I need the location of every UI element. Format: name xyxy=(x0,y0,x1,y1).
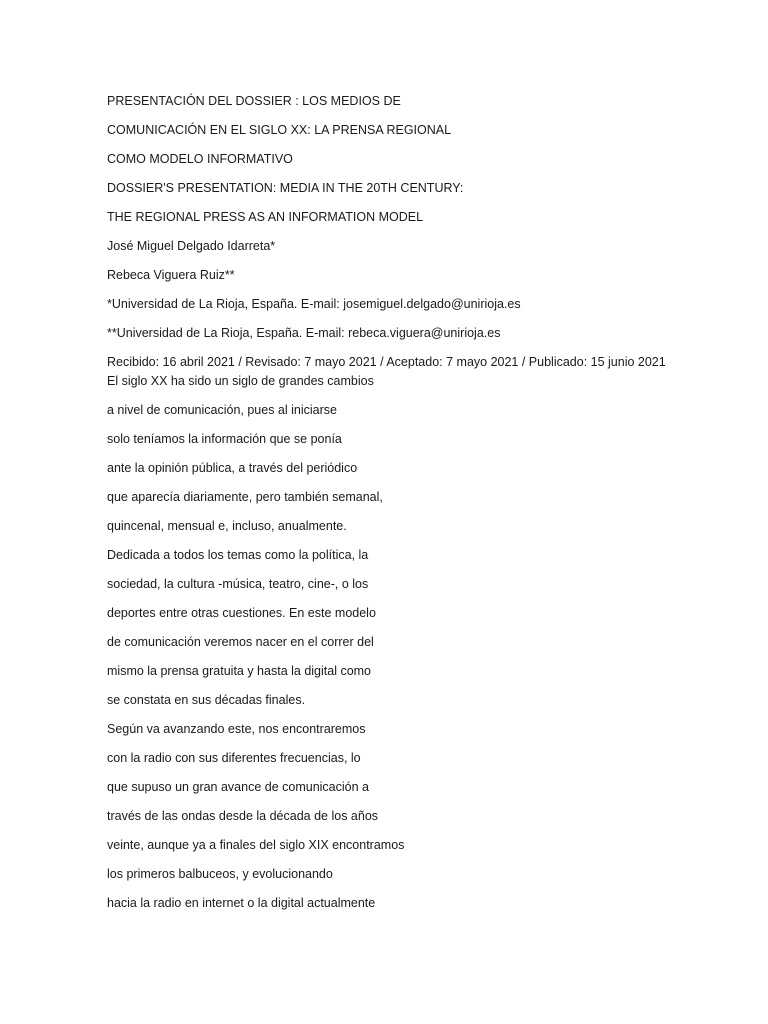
publication-dates: Recibido: 16 abril 2021 / Revisado: 7 mayo 2021 / Aceptado: 7 mayo 2021 / Publicado: 15 junio 2021 El siglo XX ha sido un siglo de grandes cambios xyxy=(107,355,666,388)
body-line-1: a nivel de comunicación, pues al iniciarse xyxy=(107,403,337,417)
title-es-line-2: COMUNICACIÓN EN EL SIGLO XX: LA PRENSA REGIONAL xyxy=(107,123,452,137)
body-line-12: Según va avanzando este, nos encontraremos xyxy=(107,722,366,736)
author-1: José Miguel Delgado Idarreta* xyxy=(107,239,276,253)
title-en-line-2: THE REGIONAL PRESS AS AN INFORMATION MODEL xyxy=(107,210,424,224)
body-line-10: mismo la prensa gratuita y hasta la digital como xyxy=(107,664,372,678)
body-line-15: través de las ondas desde la década de los años xyxy=(107,809,379,823)
body-line-8: deportes entre otras cuestiones. En este modelo xyxy=(107,606,376,620)
title-es-line-1: PRESENTACIÓN DEL DOSSIER : LOS MEDIOS DE xyxy=(107,94,401,108)
author-2: Rebeca Viguera Ruiz** xyxy=(107,268,235,282)
body-line-5: quincenal, mensual e, incluso, anualmente. xyxy=(107,519,347,533)
body-line-2: solo teníamos la información que se ponía xyxy=(107,432,342,446)
body-line-7: sociedad, la cultura -música, teatro, cine-, o los xyxy=(107,577,369,591)
body-line-6: Dedicada a todos los temas como la política, la xyxy=(107,548,369,562)
document-text xyxy=(107,92,667,923)
title-en-line-1: DOSSIER'S PRESENTATION: MEDIA IN THE 20TH CENTURY: xyxy=(107,181,464,195)
body-line-11: se constata en sus décadas finales. xyxy=(107,693,306,707)
body-line-13: con la radio con sus diferentes frecuencias, lo xyxy=(107,751,361,765)
body-line-14: que supuso un gran avance de comunicación a xyxy=(107,780,369,794)
affiliation-2: **Universidad de La Rioja, España. E-mail: rebeca.viguera@unirioja.es xyxy=(107,326,501,340)
body-line-16: veinte, aunque ya a finales del siglo XIX encontramos xyxy=(107,838,405,852)
body-line-4: que aparecía diariamente, pero también semanal, xyxy=(107,490,383,504)
affiliation-1: *Universidad de La Rioja, España. E-mail: josemiguel.delgado@unirioja.es xyxy=(107,297,521,311)
title-es-line-3: COMO MODELO INFORMATIVO xyxy=(107,152,293,166)
body-line-3: ante la opinión pública, a través del periódico xyxy=(107,461,358,475)
body-line-9: de comunicación veremos nacer en el correr del xyxy=(107,635,374,649)
body-line-18: hacia la radio en internet o la digital actualmente xyxy=(107,896,376,910)
body-line-17: los primeros balbuceos, y evolucionando xyxy=(107,867,333,881)
